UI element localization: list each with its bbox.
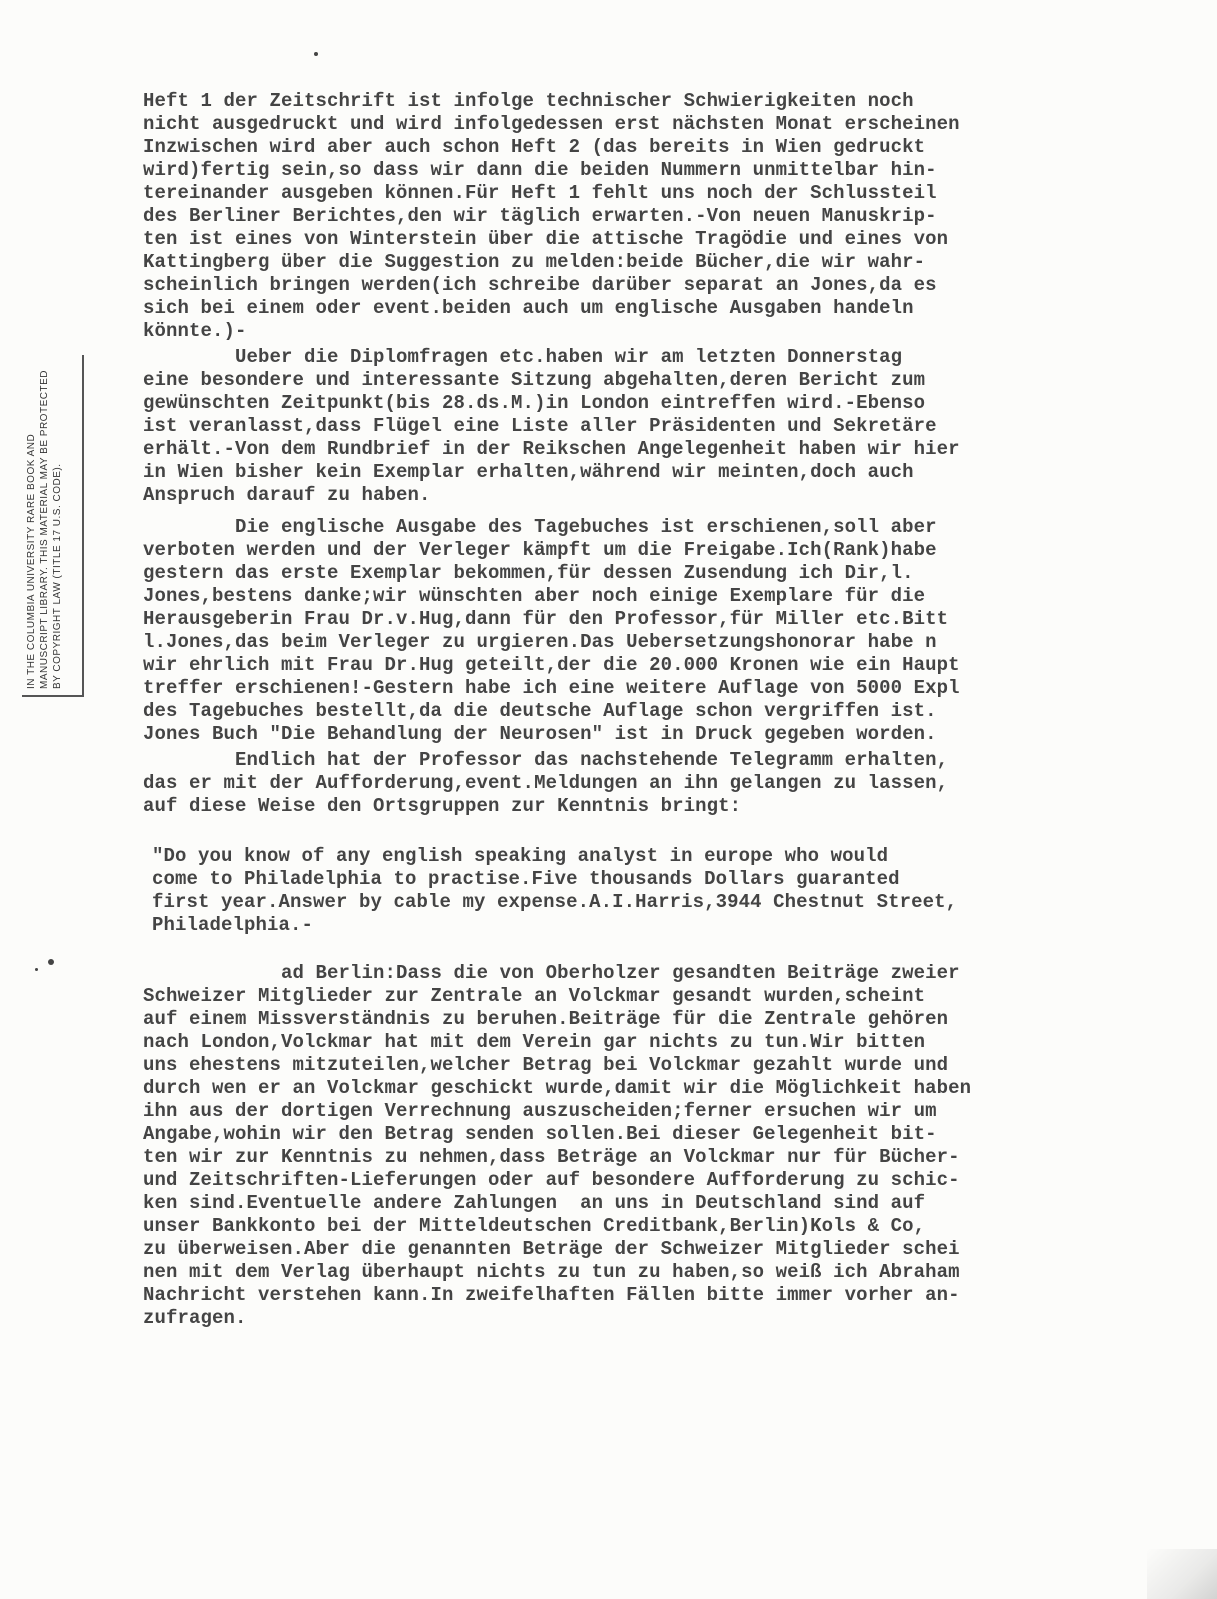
copyright-stamp: IN THE COLUMBIA UNIVERSITY RARE BOOK AND MANUSCRIPT LIBRARY. THIS MATERIAL MAY BE PROTECTED BY COPYRIGHT LAW (TITLE 17 U.S. CODE). <box>22 355 84 697</box>
paragraph-4: Endlich hat der Professor das nachstehende Telegramm erhalten, das er mit der Aufforderung,event.Meldungen an ihn gelangen zu lassen, auf diese Weise den Ortsgruppen zur Kenntnis bringt: <box>143 749 949 817</box>
paragraph-3: Die englische Ausgabe des Tagebuches ist erschienen,soll aber verboten werden und der Verleger kämpft um die Freigabe.Ich(Rank)habe gestern das erste Exemplar bekommen,für dessen Zusendung ich Dir,l. Jones,bestens danke;wir wünschten aber noch einige Exemplare für die Herausgeberin Frau Dr.v.Hug,dann für den Professor,für Miller etc.Bitt l.Jones,das beim Verleger zu urgieren.Das Uebersetzungshonorar habe n wir ehrlich mit Frau Dr.Hug geteilt,der die 20.000 Kronen wie ein Haupt treffer erschienen!-Gestern habe ich eine weitere Auflage von 5000 Expl des Tagebuches bestellt,da die deutsche Auflage schon vergriffen ist. Jones Buch "Die Behandlung der Neurosen" ist in Druck gegeben worden. <box>143 516 960 745</box>
telegram-quote: "Do you know of any english speaking analyst in europe who would come to Philadelphia to practise.Five thousands Dollars guaranted first year.Answer by cable my expense.A.I.Harris,3944 Chestnut Street, Philadelphia.- <box>152 845 958 936</box>
paragraph-ad-berlin: ad Berlin:Dass die von Oberholzer gesandten Beiträge zweier Schweizer Mitglieder zur Zentrale an Volckmar gesandt wurden,scheint auf einem Missverständnis zu beruhen.Beiträge für die Zentrale gehören nach London,Volckmar hat mit dem Verein gar nichts zu tun.Wir bitten uns ehestens mitzuteilen,welcher Betrag bei Volckmar gezahlt wurde und durch wen er an Volckmar geschickt wurde,damit wir die Möglichkeit haben ihn aus der dortigen Verrechnung auszuscheiden;ferner ersuchen wir um Angabe,wohin wir den Betrag senden sollen.Bei dieser Gelegenheit bit- ten wir zur Kenntnis zu nehmen,dass Beträge an Volckmar nur für Bücher- und Zeitschriften-Lieferungen oder auf besondere Aufforderung zu schic- ken sind.Eventuelle andere Zahlungen an uns in Deutschland sind auf unser Bankkonto bei der Mitteldeutschen Creditbank,Berlin)Kols & Co, zu überweisen.Aber die genannten Beträge der Schweizer Mitglieder schei nen mit dem Verlag überhaupt nichts zu tun zu haben,so weiß ich Abraham Nachricht verstehen kann.In zweifelhaften Fällen bitte immer vorher an- zufragen. <box>143 962 972 1329</box>
scan-speck <box>314 52 318 56</box>
paragraph-1: Heft 1 der Zeitschrift ist infolge technischer Schwierigkeiten noch nicht ausgedruckt und wird infolgedessen erst nächsten Monat erscheinen Inzwischen wird aber auch schon Heft 2 (das bereits in Wien gedruckt wird)fertig sein,so dass wir dann die beiden Nummern unmittelbar hin- tereinander ausgeben können.Für Heft 1 fehlt uns noch der Schlussteil des Berliner Berichtes,den wir täglich erwarten.-Von neuen Manuskrip- ten ist eines von Winterstein über die attische Tragödie und eines von Kattingberg über die Suggestion zu melden:beide Bücher,die wir wahr- scheinlich bringen werden(ich schreibe darüber separat an Jones,da es sich bei einem oder event.beiden auch um englische Ausgaben handeln könnte.)- <box>143 90 960 342</box>
page-corner-mark <box>1147 1549 1217 1599</box>
scan-speck <box>35 968 38 971</box>
scan-speck <box>48 959 54 965</box>
paragraph-2: Ueber die Diplomfragen etc.haben wir am letzten Donnerstag eine besondere und interessante Sitzung abgehalten,deren Bericht zum gewünschten Zeitpunkt(bis 28.ds.M.)in London eintreffen wird.-Ebenso ist veranlasst,dass Flügel eine Liste aller Präsidenten und Sekretäre erhält.-Von dem Rundbrief in der Reikschen Angelegenheit haben wir hier in Wien bisher kein Exemplar erhalten,während wir meinten,doch auch Anspruch darauf zu haben. <box>143 346 960 506</box>
